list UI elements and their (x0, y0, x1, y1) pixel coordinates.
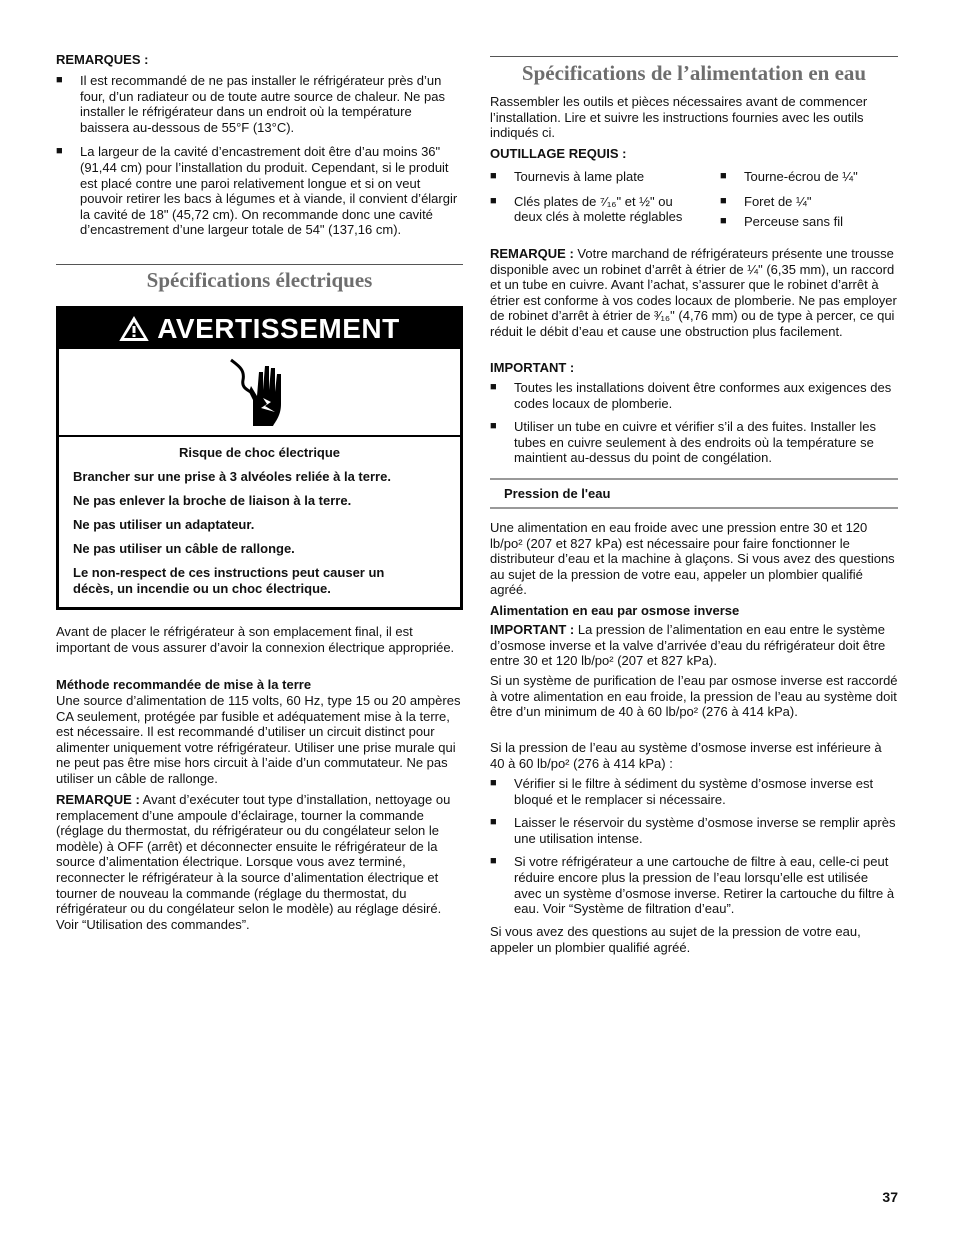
osmose-important-text: La pression de l’alimentation en eau entre le système d’osmose inverse et la valve d’arrivée d’eau du réfrigérateur doit être entre 30 et 120 lb/po² (207 et 827 kPa). (490, 622, 886, 669)
osmose-paragraph: Si la pression de l’eau au système d’osmose inverse est inférieure à 40 à 60 lb/po² (276 à 414 kPa) : (490, 740, 882, 771)
list-item: ■ Clés plates de ⁷⁄₁₆" et ½" ou deux clés à molette réglables (490, 194, 700, 225)
water-heading: Spécifications de l’alimentation en eau (521, 61, 867, 85)
list-item: ■ Utiliser un tube en cuivre et vérifier s’il a des fuites. Installer les tubes en cuivre seulement à des endroits où la température se maintient au-dessus du point de congélation. (490, 419, 898, 466)
closing-paragraph: Si vous avez des questions au sujet de la pression de votre eau, appeler un plombier qualifié agréé. (490, 924, 861, 955)
list-item: ■ Il est recommandé de ne pas installer le réfrigérateur près d’un four, d’un radiateur ou de toute autre source de chaleur. Ne pas installer le réfrigérateur dans un endroit où la température baissera au-dessous de 55°F (13°C). (56, 73, 463, 135)
important-list (490, 380, 898, 466)
remarques-list (56, 73, 463, 238)
osmose-important-label: IMPORTANT : (490, 622, 575, 637)
method-title: Méthode recommandée de mise à la terre (56, 677, 312, 692)
pression-text: Une alimentation en eau froide avec une pression entre 30 et 120 lb/po² (207 et 827 kPa) est nécessaire pour faire fonctionner le distributeur d’eau et la machine à glaçons. Si vous avez des questions au sujet de la pression de votre eau, appeler un plombier qualifié agréé. (490, 520, 895, 598)
remarque-text: Avant d’exécuter tout type d’installation, nettoyage ou remplacement d’une ampoule d’éclairage, tourner la commande (réglage du thermostat, du réfrigérateur ou du congélateur selon le modèle) à OFF (arrêt) et déconnecter ensuite le réfrigérateur de la source d’alimentation électrique. Lorsque vous avez terminé, reconnecter le réfrigérateur à la source d’alimentation électrique et tourner de nouveau la commande (réglage du thermostat, du réfrigérateur ou du congélateur selon le modèle) au réglage désiré. Voir “Utilisation des commandes”. (56, 792, 451, 932)
list-item: ■ Laisser le réservoir du système d’osmose inverse se remplir après une utilisation intense. (490, 815, 898, 846)
tools-list-left (490, 169, 700, 225)
remarque-text: Votre marchand de réfrigérateurs présente une trousse disponible avec un robinet d’arrêt à étrier de ¼" (6,35 mm), un raccord et un tube en cuivre. Avant l’achat, s’assurer que le robinet d’arrêt à étrier est conforme à vos codes locaux de plomberie. Ne pas employer de robinet d’arrêt à étrier de ³⁄₁₆" (4,76 mm) ou de type à percer, ce qui réduit le débit d’eau et cause une obstruction plus facilement. (490, 246, 897, 339)
warning-line: Ne pas utiliser un adaptateur. (73, 517, 255, 533)
osmose-title: Alimentation en eau par osmose inverse (490, 603, 740, 618)
tools-title: OUTILLAGE REQUIS : (490, 146, 627, 161)
page-number: 37 (882, 1189, 898, 1205)
list-item: ■ Perceuse sans fil (720, 214, 898, 230)
warning-text (59, 437, 460, 607)
list-item: ■ Vérifier si le filtre à sédiment du système d’osmose inverse est bloqué et le remplacer si nécessaire. (490, 776, 898, 807)
osmose-important (490, 622, 898, 669)
remarque-label: REMARQUE : (56, 792, 140, 807)
elec-heading: Spécifications électriques (146, 268, 373, 292)
pression-subheader (490, 478, 898, 509)
warning-line: Le non-respect de ces instructions peut causer un décès, un incendie ou un choc électrique. (73, 565, 385, 597)
list-item: ■ Tourne-écrou de ¼" (720, 169, 898, 185)
important-title: IMPORTANT : (490, 360, 575, 375)
warning-line: Brancher sur une prise à 3 alvéoles reliée à la terre. (73, 469, 391, 485)
list-item: ■ Toutes les installations doivent être conformes aux exigences des codes locaux de plomberie. (490, 380, 898, 411)
warning-box (56, 306, 463, 610)
method-text: Une source d’alimentation de 115 volts, 60 Hz, type 15 ou 20 ampères CA seulement, protégée par fusible et adéquatement mise à la terre, est nécessaire. Il est recommandé d’utiliser un circuit distinct pour alimenter uniquement votre réfrigérateur. Utiliser une prise murale qui ne peut pas être mise hors circuit à l’aide d’un commutateur. Ne pas utiliser un câble de rallonge. (56, 693, 461, 786)
section-divider (490, 56, 898, 57)
warning-triangle-icon (119, 316, 149, 342)
warning-line: Ne pas enlever la broche de liaison à la terre. (73, 493, 352, 509)
tools-list-right (720, 169, 898, 230)
list-item: ■ Si votre réfrigérateur a une cartouche de filtre à eau, celle-ci peut réduire encore plus la pression de l’eau lorsqu’elle est utilisée avec un système d’osmose inverse. Retirer la cartouche du filtre à eau. Voir “Système de filtration d’eau”. (490, 854, 898, 916)
pression-title: Pression de l'eau (504, 486, 611, 501)
elec-intro: Avant de placer le réfrigérateur à son emplacement final, il est important de vous assurer d’avoir la connexion électrique appropriée. (56, 624, 455, 655)
warning-title: AVERTISSEMENT (157, 313, 400, 345)
section-divider (56, 264, 463, 265)
list-item: ■ Foret de ¼" (720, 194, 898, 210)
remarque-paragraph (490, 246, 898, 340)
list-item: ■ La largeur de la cavité d’encastrement doit être d’au moins 36" (91,44 cm) pour l’installation du produit. Cependant, si le produit est placé contre une paroi relativement longue et si on veut pouvoir retirer les bacs à légumes et à viande, il convient d’élargir la cavité de 18" (45,72 cm). On recommande donc une cavité d’encastrement d’une largeur totale de 54" (137,16 cm). (56, 144, 463, 238)
water-intro: Rassembler les outils et pièces nécessaires avant de commencer l’installation. Lire et suivre les instructions fournies avec les outils indiqués ci. (490, 94, 868, 141)
warning-icon-row (59, 349, 460, 437)
remarque-paragraph (56, 792, 463, 932)
list-item: ■ Tournevis à lame plate (490, 169, 700, 185)
remarques-title: REMARQUES : (56, 52, 149, 67)
warning-line: Risque de choc électrique (178, 445, 341, 460)
warning-header (59, 309, 460, 349)
warning-line: Ne pas utiliser un câble de rallonge. (73, 541, 295, 557)
remarque-label: REMARQUE : (490, 246, 574, 261)
osmose-list (490, 776, 898, 917)
electric-shock-hand-icon (225, 356, 295, 428)
osmose-paragraph: Si un système de purification de l’eau par osmose inverse est raccordé à votre alimentation en eau froide, la pression de l’eau au système doit être d’un minimum de 40 à 60 lb/po² (276 à 414 kPa). (490, 673, 898, 720)
